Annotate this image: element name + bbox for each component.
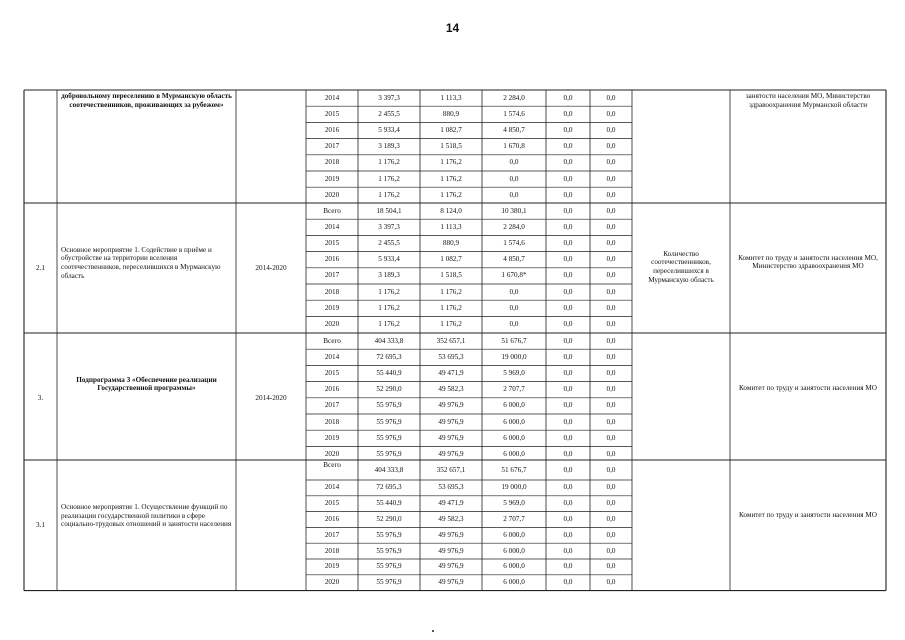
- amount-cell: 0,0: [606, 206, 616, 215]
- amount-cell: 49 471,9: [438, 369, 464, 377]
- amount-cell: 0,0: [509, 303, 519, 312]
- year-cell: 2014: [324, 352, 340, 361]
- amount-cell: 55 440,9: [376, 499, 402, 508]
- amount-cell: 0,0: [509, 320, 519, 328]
- amount-cell: 55 976,9: [376, 417, 402, 426]
- executor: Комитет по труду и занятости населения МО: [739, 383, 877, 392]
- amount-cell: 0,0: [606, 515, 616, 523]
- amount-cell: 0,0: [563, 401, 573, 410]
- year-cell: 2019: [324, 303, 340, 312]
- amount-cell: 0,0: [606, 271, 616, 280]
- amount-cell: 0,0: [563, 499, 573, 508]
- amount-cell: 5 969,0: [503, 499, 525, 508]
- amount-cell: 0,0: [563, 336, 573, 345]
- year-cell: 2017: [324, 142, 340, 151]
- year-cell: 2020: [324, 450, 340, 458]
- amount-cell: 3 397,3: [378, 222, 400, 231]
- amount-cell: 0,0: [606, 336, 616, 345]
- year-cell: 2017: [324, 530, 340, 539]
- amount-cell: 1 113,3: [440, 93, 462, 102]
- amount-cell: 0,0: [509, 190, 519, 199]
- amount-cell: 49 976,9: [438, 450, 464, 458]
- year-cell: 2014: [324, 483, 340, 492]
- year-cell: 2018: [324, 417, 340, 426]
- amount-cell: 0,0: [509, 174, 519, 183]
- amount-cell: 0,0: [563, 109, 573, 118]
- year-cell: 2016: [324, 255, 340, 264]
- amount-cell: 3 397,3: [378, 93, 400, 102]
- amount-cell: 1 518,5: [440, 271, 462, 280]
- amount-cell: 0,0: [606, 483, 616, 492]
- amount-cell: 6 000,0: [503, 450, 525, 458]
- year-cell: 2018: [324, 546, 340, 555]
- amount-cell: 6 000,0: [503, 417, 525, 426]
- amount-cell: 0,0: [606, 369, 616, 377]
- amount-cell: 0,0: [563, 287, 573, 296]
- amount-cell: 1 082,7: [440, 126, 462, 134]
- amount-cell: 49 976,9: [438, 433, 464, 442]
- period: 2014-2020: [255, 393, 287, 402]
- amount-cell: 0,0: [563, 546, 573, 555]
- year-cell: 2018: [324, 158, 340, 167]
- amount-cell: 3 189,3: [378, 271, 400, 280]
- row-number: 2.1: [36, 263, 45, 272]
- amount-cell: 352 657,1: [436, 336, 466, 345]
- amount-cell: 1 176,2: [440, 190, 462, 199]
- amount-cell: 51 676,7: [501, 336, 527, 345]
- amount-cell: 0,0: [606, 303, 616, 312]
- year-cell: Всего: [323, 336, 341, 345]
- amount-cell: 0,0: [606, 385, 616, 394]
- amount-cell: 0,0: [563, 142, 573, 151]
- amount-cell: 1 176,2: [440, 320, 462, 328]
- amount-cell: 0,0: [563, 385, 573, 394]
- amount-cell: 0,0: [563, 93, 573, 102]
- amount-cell: 1 082,7: [440, 255, 462, 264]
- amount-cell: 49 976,9: [438, 401, 464, 410]
- amount-cell: 0,0: [563, 562, 573, 571]
- amount-cell: 1 176,2: [440, 158, 462, 167]
- amount-cell: 18 504,1: [376, 206, 402, 215]
- amount-cell: 0,0: [606, 255, 616, 264]
- amount-cell: 2 707,7: [503, 515, 525, 523]
- amount-cell: 0,0: [563, 271, 573, 280]
- amount-cell: 880,9: [442, 239, 460, 247]
- executor: Комитет по труду и занятости населения МО: [739, 511, 877, 520]
- amount-cell: 0,0: [606, 239, 616, 247]
- amount-cell: 1 176,2: [378, 190, 400, 199]
- amount-cell: 55 976,9: [376, 530, 402, 539]
- year-cell: 2019: [324, 174, 340, 183]
- amount-cell: 1 574,6: [503, 239, 525, 247]
- amount-cell: 0,0: [606, 222, 616, 231]
- amount-cell: 0,0: [606, 450, 616, 458]
- amount-cell: 880,9: [442, 109, 460, 118]
- amount-cell: 3 189,3: [378, 142, 400, 151]
- amount-cell: 0,0: [606, 417, 616, 426]
- year-cell: 2016: [324, 126, 340, 134]
- amount-cell: 0,0: [563, 303, 573, 312]
- amount-cell: 0,0: [563, 530, 573, 539]
- amount-cell: 0,0: [606, 465, 616, 474]
- amount-cell: 52 290,0: [376, 515, 402, 523]
- amount-cell: 0,0: [606, 433, 616, 442]
- amount-cell: 0,0: [606, 320, 616, 328]
- amount-cell: 55 976,9: [376, 578, 402, 587]
- amount-cell: 404 333,8: [374, 465, 404, 474]
- year-cell: 2014: [324, 222, 340, 231]
- amount-cell: 0,0: [563, 369, 573, 377]
- amount-cell: 1 670,8: [503, 142, 525, 151]
- executor: занятости населения МО, Министерство здравоохранения Мурманской области: [745, 92, 871, 109]
- amount-cell: 10 380,1: [501, 206, 527, 215]
- amount-cell: 404 333,8: [374, 336, 404, 345]
- year-cell: 2015: [324, 499, 340, 508]
- amount-cell: 2 455,5: [378, 239, 400, 247]
- amount-cell: 0,0: [563, 174, 573, 183]
- amount-cell: 1 176,2: [378, 303, 400, 312]
- amount-cell: 0,0: [606, 158, 616, 167]
- amount-cell: 0,0: [606, 546, 616, 555]
- year-cell: 2014: [324, 93, 340, 102]
- amount-cell: 1 176,2: [378, 320, 400, 328]
- amount-cell: 49 471,9: [438, 499, 464, 508]
- amount-cell: 0,0: [606, 190, 616, 199]
- amount-cell: 49 976,9: [438, 578, 464, 587]
- amount-cell: 6 000,0: [503, 562, 525, 571]
- amount-cell: 0,0: [606, 401, 616, 410]
- year-cell: 2016: [324, 385, 340, 394]
- amount-cell: 52 290,0: [376, 385, 402, 394]
- amount-cell: 49 582,3: [438, 515, 464, 523]
- amount-cell: 0,0: [563, 417, 573, 426]
- amount-cell: 0,0: [563, 158, 573, 167]
- amount-cell: 1 176,2: [440, 174, 462, 183]
- amount-cell: 0,0: [563, 352, 573, 361]
- amount-cell: 0,0: [563, 206, 573, 215]
- amount-cell: 1 574,6: [503, 109, 525, 118]
- amount-cell: 0,0: [606, 562, 616, 571]
- row-number: 3.1: [36, 521, 45, 530]
- amount-cell: 0,0: [606, 142, 616, 151]
- amount-cell: 1 670,8*: [501, 271, 527, 280]
- year-cell: 2016: [324, 515, 340, 523]
- amount-cell: 55 440,9: [376, 369, 402, 377]
- amount-cell: 0,0: [606, 287, 616, 296]
- amount-cell: 6 000,0: [503, 433, 525, 442]
- amount-cell: 2 707,7: [503, 385, 525, 394]
- amount-cell: 19 000,0: [501, 352, 527, 361]
- amount-cell: 53 695,3: [438, 352, 464, 361]
- amount-cell: 1 176,2: [378, 174, 400, 183]
- amount-cell: 0,0: [509, 287, 519, 296]
- amount-cell: 2 284,0: [503, 222, 525, 231]
- amount-cell: 0,0: [563, 239, 573, 247]
- measure-name: добровольному переселению в Мурманскую область соотечественников, проживающих за рубежом»: [61, 92, 232, 109]
- amount-cell: 6 000,0: [503, 401, 525, 410]
- measure-name: Основное мероприятие 1. Содействие в приёме и обустройстве на территории вселения соотечественников, переселившихся в Мурманскую область: [61, 245, 221, 280]
- year-cell: 2015: [324, 369, 340, 377]
- amount-cell: 53 695,3: [438, 483, 464, 492]
- amount-cell: 49 582,3: [438, 385, 464, 394]
- amount-cell: 0,0: [563, 320, 573, 328]
- year-cell: 2020: [324, 320, 340, 328]
- amount-cell: 5 933,4: [378, 255, 400, 264]
- amount-cell: 0,0: [606, 126, 616, 134]
- indicator: Количество соотечественников, переселившихся в Мурманскую область: [648, 249, 714, 284]
- amount-cell: 1 176,2: [440, 303, 462, 312]
- amount-cell: 0,0: [606, 174, 616, 183]
- amount-cell: 6 000,0: [503, 530, 525, 539]
- amount-cell: 8 124,0: [440, 206, 462, 215]
- measure-name: Основное мероприятие 1. Осуществление функций по реализации государственной политики в сфере социально-трудовых отношений и занятости населения: [61, 503, 232, 529]
- amount-cell: 4 850,7: [503, 126, 525, 134]
- year-cell: 2017: [324, 271, 340, 280]
- amount-cell: 1 176,2: [378, 287, 400, 296]
- amount-cell: 2 455,5: [378, 109, 400, 118]
- year-cell: Всего: [323, 206, 341, 215]
- amount-cell: 0,0: [563, 433, 573, 442]
- amount-cell: 1 518,5: [440, 142, 462, 151]
- amount-cell: 5 933,4: [378, 126, 400, 134]
- amount-cell: 0,0: [563, 190, 573, 199]
- footer-mark: [432, 630, 434, 632]
- amount-cell: 55 976,9: [376, 546, 402, 555]
- amount-cell: 0,0: [509, 158, 519, 167]
- amount-cell: 72 695,3: [376, 352, 402, 361]
- amount-cell: 55 976,9: [376, 562, 402, 571]
- amount-cell: 49 976,9: [438, 530, 464, 539]
- amount-cell: 6 000,0: [503, 578, 525, 587]
- amount-cell: 1 176,2: [440, 287, 462, 296]
- year-cell: 2020: [324, 578, 340, 587]
- amount-cell: 6 000,0: [503, 546, 525, 555]
- executor: Комитет по труду и занятости населения МО, Министерство здравоохранения МО: [738, 253, 878, 271]
- amount-cell: 0,0: [606, 93, 616, 102]
- amount-cell: 0,0: [606, 530, 616, 539]
- amount-cell: 1 176,2: [378, 158, 400, 167]
- amount-cell: 72 695,3: [376, 483, 402, 492]
- year-cell: Всего: [323, 461, 341, 469]
- amount-cell: 0,0: [606, 578, 616, 587]
- year-cell: 2019: [324, 433, 340, 442]
- amount-cell: 19 000,0: [501, 483, 527, 492]
- amount-cell: 5 969,0: [503, 369, 525, 377]
- year-cell: 2015: [324, 239, 340, 247]
- year-cell: 2015: [324, 109, 340, 118]
- amount-cell: 0,0: [563, 126, 573, 134]
- amount-cell: 352 657,1: [436, 465, 466, 474]
- amount-cell: 0,0: [606, 499, 616, 508]
- row-number: 3.: [37, 393, 44, 402]
- amount-cell: 49 976,9: [438, 417, 464, 426]
- amount-cell: 55 976,9: [376, 450, 402, 458]
- amount-cell: 0,0: [563, 450, 573, 458]
- year-cell: 2017: [324, 401, 340, 410]
- amount-cell: 0,0: [606, 109, 616, 118]
- amount-cell: 55 976,9: [376, 433, 402, 442]
- year-cell: 2018: [324, 287, 340, 296]
- amount-cell: 0,0: [606, 352, 616, 361]
- amount-cell: 0,0: [563, 255, 573, 264]
- amount-cell: 55 976,9: [376, 401, 402, 410]
- amount-cell: 49 976,9: [438, 546, 464, 555]
- amount-cell: 2 284,0: [503, 93, 525, 102]
- amount-cell: 0,0: [563, 578, 573, 587]
- page-number: 14: [445, 21, 460, 35]
- amount-cell: 4 850,7: [503, 255, 525, 264]
- amount-cell: 51 676,7: [501, 465, 527, 474]
- year-cell: 2019: [324, 562, 340, 571]
- measure-name: Подпрограмма 3 «Обеспечение реализации Государственной программы»: [76, 375, 217, 393]
- amount-cell: 0,0: [563, 515, 573, 523]
- amount-cell: 0,0: [563, 483, 573, 492]
- amount-cell: 49 976,9: [438, 562, 464, 571]
- period: 2014-2020: [255, 263, 287, 272]
- amount-cell: 1 113,3: [440, 222, 462, 231]
- year-cell: 2020: [324, 190, 340, 199]
- amount-cell: 0,0: [563, 222, 573, 231]
- amount-cell: 0,0: [563, 465, 573, 474]
